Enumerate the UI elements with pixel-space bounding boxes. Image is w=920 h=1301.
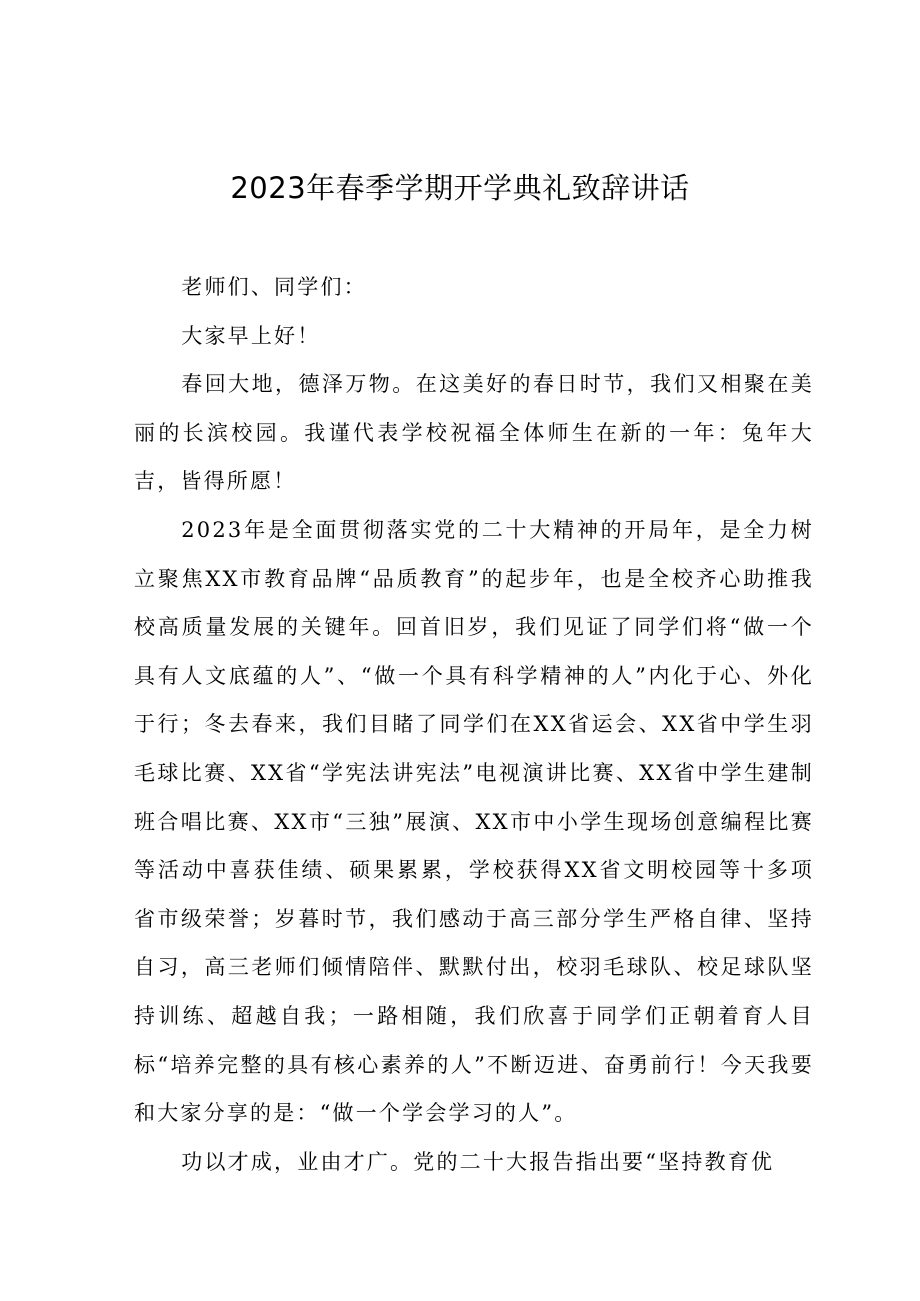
paragraph: 功以才成，业由才广。党的二十大报告指出要“坚持教育优 [181,1149,775,1174]
document-title: 2023年春季学期开学典礼致辞讲话 [230,171,690,205]
document-body [134,263,814,1186]
greeting: 大家早上好！ [181,323,321,348]
paragraph: 春回大地，德泽万物。在这美好的春日时节，我们又相聚在美丽的长滨校园。我谨代表学校祝福全体师生在新的一年：兔年大吉，皆得所愿！ [134,372,814,494]
paragraph: 2023年是全面贯彻落实党的二十大精神的开局年，是全力树立聚焦XX市教育品牌“品质教育”的起步年，也是全校齐心助推我校高质量发展的关键年。回首旧岁，我们见证了同学们将“做一个具有人文底蕴的人”、“做一个具有科学精神的人”内化于心、外化于行；冬去春来，我们目睹了同学们在XX省运会、XX省中学生羽毛球比赛、XX省“学宪法讲宪法”电视演讲比赛、XX省中学生建制班合唱比赛、XX市“三独”展演、XX市中小学生现场创意编程比赛等活动中喜获佳绩、硕果累累，学校获得XX省文明校园等十多项省市级荣誉；岁暮时节，我们感动于高三部分学生严格自律、坚持自习，高三老师们倾情陪伴、默默付出，校羽毛球队、校足球队坚持训练、超越自我；一路相随，我们欣喜于同学们正朝着育人目标“培养完整的具有核心素养的人”不断迈进、奋勇前行！今天我要和大家分享的是：“做一个学会学习的人”。 [134,517,814,1126]
salutation: 老师们、同学们： [181,275,367,299]
